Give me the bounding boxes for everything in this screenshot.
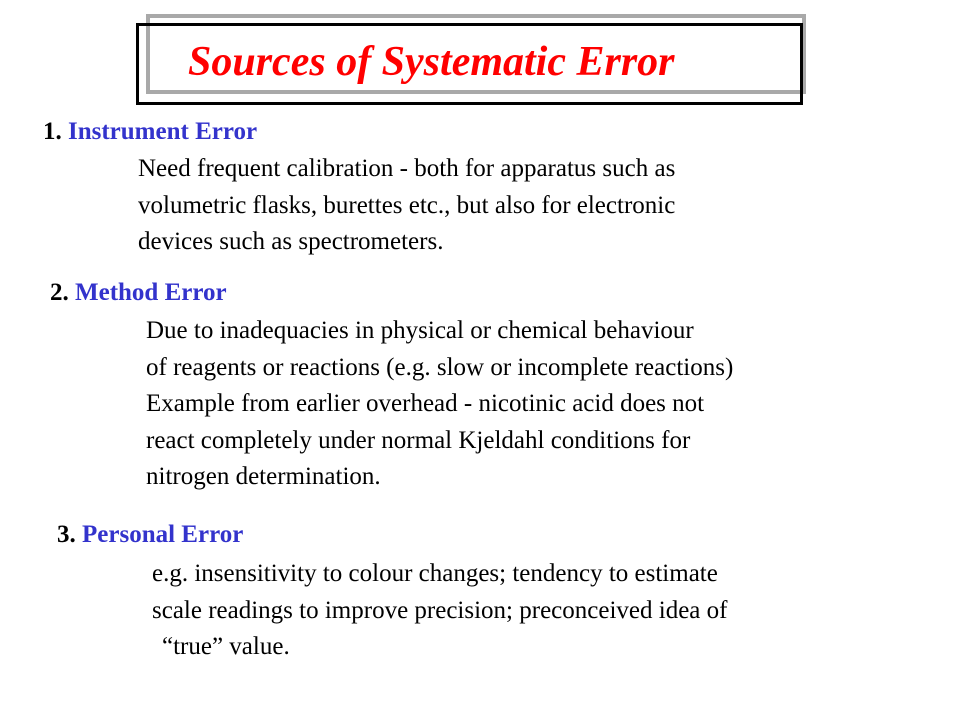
body-line: volumetric flasks, burettes etc., but also for electronic (138, 191, 676, 219)
section-heading-method-error (50, 278, 227, 308)
body-line: Need frequent calibration - both for apparatus such as (138, 155, 676, 182)
section-number: 3. (57, 521, 76, 548)
body-line: of reagents or reactions (e.g. slow or incomplete reactions) (146, 353, 734, 381)
section-number: 2. (50, 279, 69, 306)
body-line: Example from earlier overhead - nicotinic acid does not (146, 390, 705, 417)
section-heading-personal-error (57, 520, 243, 550)
section-label: Personal Error (82, 521, 244, 548)
section-label: Instrument Error (68, 118, 258, 145)
body-line: e.g. insensitivity to colour changes; tendency to estimate (152, 560, 718, 587)
section-body-method-error (146, 313, 733, 496)
slide-title: Sources of Systematic Error (188, 39, 675, 85)
section-body-personal-error (152, 556, 727, 666)
body-line: nitrogen determination. (146, 463, 381, 490)
section-heading-instrument-error (43, 117, 257, 147)
body-line: scale readings to improve precision; preconceived idea of (152, 596, 728, 624)
body-line: devices such as spectrometers. (138, 228, 444, 255)
body-line: Due to inadequacies in physical or chemical behaviour (146, 317, 694, 344)
section-number: 1. (43, 118, 62, 145)
body-line: “true” value. (162, 633, 290, 660)
section-body-instrument-error (138, 151, 675, 261)
body-line: react completely under normal Kjeldahl conditions for (146, 426, 691, 454)
section-label: Method Error (75, 279, 227, 306)
